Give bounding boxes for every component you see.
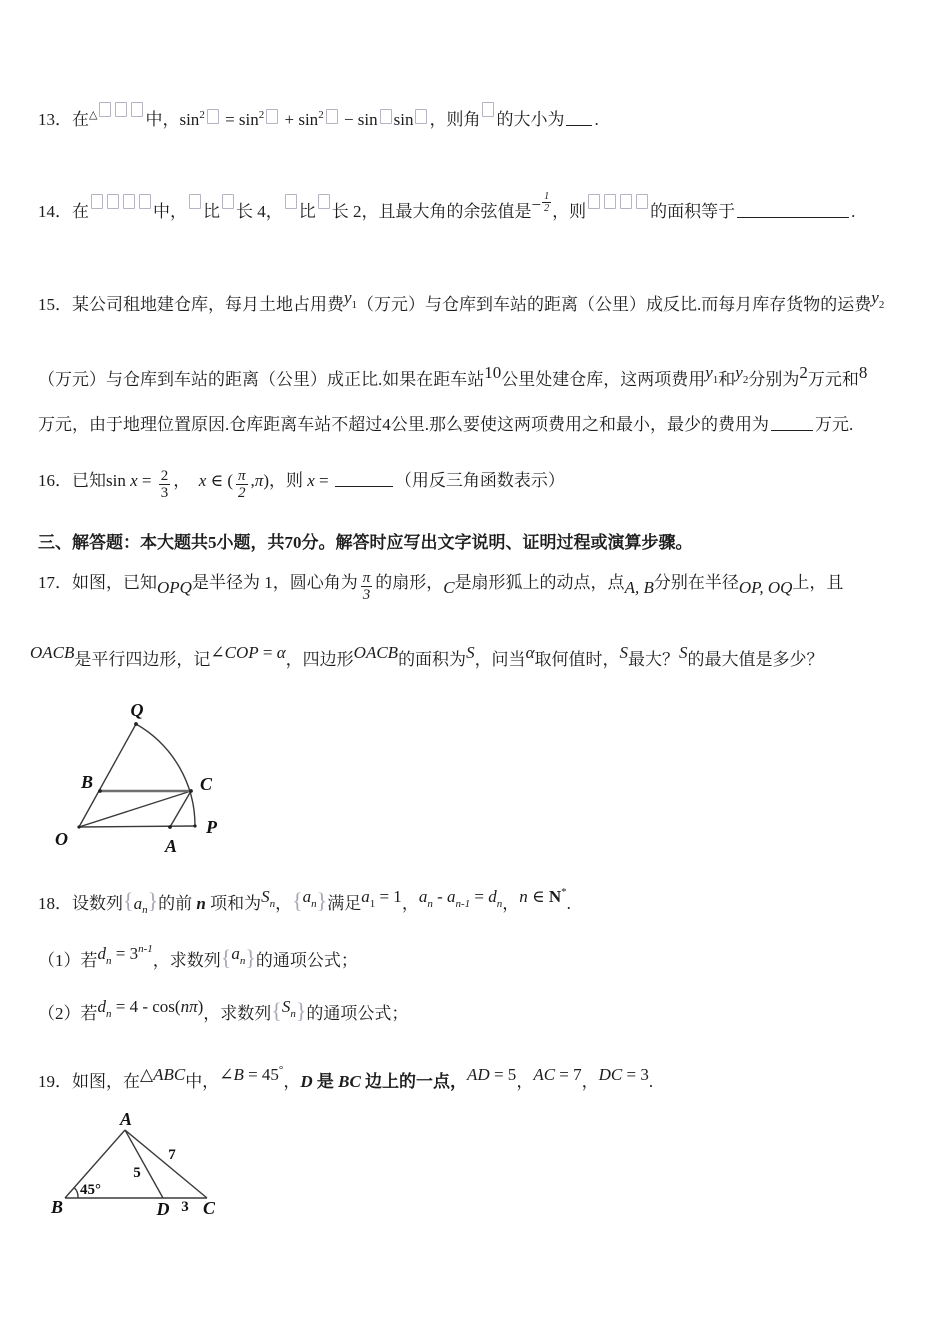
problem-13-text: 13．在△ 中，$\sin^2 = \sin^2 + \sin^2 - \sin \sin$ ，则角 的大小为 . [38, 102, 599, 131]
problem-18-text: 18．设数列$\{a_n\}$的前 n 项和为Sn，{an}满足a1 = 1，an - an-1 = dn，n ∈ N*. [38, 886, 571, 916]
fig1-label-P: P [206, 817, 217, 837]
fig2-angle-B-value: 45° [80, 1182, 101, 1198]
fig2-length-AC: 7 [168, 1147, 176, 1163]
problem-17-line2: OACB是平行四边形，记∠COP = α，四边形OACB的面积为S，问当α取何值时，S最大？S的最大值是多少？ [30, 643, 824, 669]
problem-15-line1: 15．某公司租地建仓库，每月土地占用费y1（万元）与仓库到车站的距离（公里）成反比.而每月库存货物的运费y2 [38, 288, 885, 314]
fig2-label-C: C [203, 1198, 216, 1218]
fig2-label-D: D [156, 1199, 170, 1219]
fig1-label-Q: Q [130, 700, 144, 720]
radius-OP-line [79, 826, 195, 827]
fig2-label-A: A [119, 1112, 133, 1129]
problem-18-part1: （1）若dn = $3^{n-1}$，求数列{an}的通项公式； [38, 943, 358, 970]
angle-B-arc [74, 1188, 78, 1198]
problem-14-text: 14．在 中， 比 长 4， 比 长 2，且最大角的余弦值是− $\frac{1}{2}$ ，则 的面积等于 . [38, 191, 856, 221]
problem-15-line3: 万元，由于地理位置原因.仓库距离车站不超过4公里.那么要使这两项费用之和最小，最少的费用为 万元. [38, 415, 854, 434]
sector-figure [40, 695, 260, 860]
fig2-length-AD: 5 [133, 1165, 141, 1181]
problem-19-text: 19．如图，在△ABC中，∠B = 45°，D 是 BC 边上的一点，AD = 5，AC = 7，DC = 3. [38, 1064, 654, 1091]
segment-AD [125, 1130, 163, 1198]
sector-arc [136, 724, 195, 826]
side-AC-line [125, 1130, 207, 1198]
fig1-label-C: C [200, 774, 213, 794]
problem-17-line1: 17．如图，已知OPQ是半径为 1，圆心角为 $\frac{\pi}{3}$ 的扇形，C是扇形狐上的动点，点A, B分别在半径OP, OQ上，且 [38, 570, 844, 603]
fig1-label-B: B [80, 772, 94, 792]
triangle-figure [45, 1112, 235, 1224]
problem-16-text: 16．已知sin x = $\frac{2}{3}$ ， x ∈ ( $\frac{\pi}{2}$ ,π)，则 x = （用反三角函数表示） [38, 468, 565, 501]
fig1-label-A: A [164, 836, 178, 856]
fig2-length-DC: 3 [181, 1199, 189, 1215]
problem-15-line2: （万元）与仓库到车站的距离（公里）成正比.如果在距车站10公里处建仓库，这两项费用y1和y2分别为2万元和8 [38, 363, 868, 389]
fig1-label-O: O [55, 829, 68, 849]
problem-18-part2: （2）若dn = 4 - cos(nπ)，求数列{Sn}的通项公式； [38, 997, 409, 1023]
fig2-label-B: B [51, 1197, 64, 1217]
section-3-header: 三、解答题：本大题共5小题，共70分。解答时应写出文字说明、证明过程或演算步骤。 [38, 533, 693, 552]
